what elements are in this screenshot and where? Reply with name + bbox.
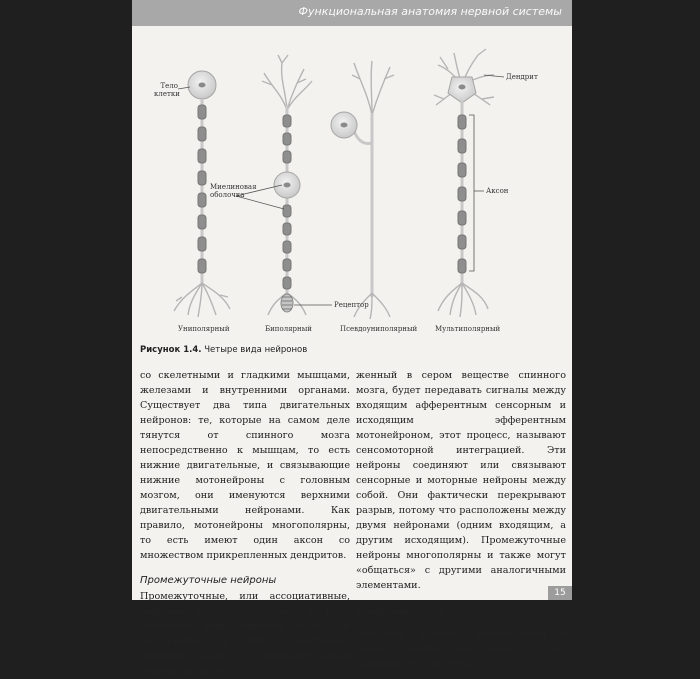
caption-number: Рисунок 1.4. [140,345,202,355]
left-paragraph-2: Промежуточные, или ассоциативные, нейроны находятся только в ЦНС (головном или спинном мозге) и отсутствуют в ПНС. Например, спинномозговой промежуточный нейрон, располо- [140,591,350,677]
multipolar-neuron [434,49,504,317]
caption-text: Четыре вида нейронов [201,345,308,355]
label-multipolar: Мультиполярный [435,325,501,333]
bipolar-neuron [262,55,312,315]
right-column [356,368,566,672]
label-dendrite: Дендрит [506,73,538,81]
page-footer [132,586,572,600]
label-cell-body: Тело клетки [154,82,180,98]
subheading-interneurons: Промежуточные нейроны [140,575,277,586]
header-title: Функциональная анатомия нервной системы [298,5,562,18]
label-receptor: Рецептор [334,301,369,309]
left-column [140,368,350,679]
label-pseudounipolar: Псевдоуниполярный [340,325,418,333]
pseudounipolar-neuron [331,61,394,319]
label-myelin-sheath: Миелиновая оболочка [210,183,257,199]
right-paragraph-2: Нейроны, которые расположены в мозге, действительно очень трудно отличить друг от друга [356,629,566,670]
running-header [132,0,572,26]
label-bipolar: Биполярный [265,325,312,333]
right-paragraph-1: женный в сером веществе спинного мозга, будет передавать сигналы между входящим афферентным сенсорным и исходящим эфферентным мотонейроном, этот процесс, называют сенсомоторной интеграцией. Эти нейроны соединяют или связывают сенсорные и моторные нейроны между собой. Они фактически перекрывают разрыв, потому что расположены между двумя нейронами (одним входящим, а другим исходящим). Промежуточные нейроны многополярны и также могут «общаться» с другими аналогичными элементами. [356,370,566,591]
heading-brain-neurons: Нейроны мозга [356,605,445,618]
page-number: 15 [548,586,572,600]
label-unipolar: Униполярный [178,325,230,333]
left-paragraph-1: со скелетными и гладкими мышцами, железами и внутренними органами. Существует два типа двигательных нейронов: те, которые на самом деле тянутся от спинного мозга непосредственно к мышцам, то есть нижние двигательные, и связывающие нижние мотонейроны с головным мозгом, они именуются верхними двигательными нейронами. Как правило, мотонейроны многополярны, то есть имеют один аксон со множеством прикрепленных дендритов. [140,370,350,561]
label-axon: Аксон [486,187,509,195]
book-page [132,0,572,677]
figure-caption [140,345,307,355]
neuron-figure [132,35,572,340]
